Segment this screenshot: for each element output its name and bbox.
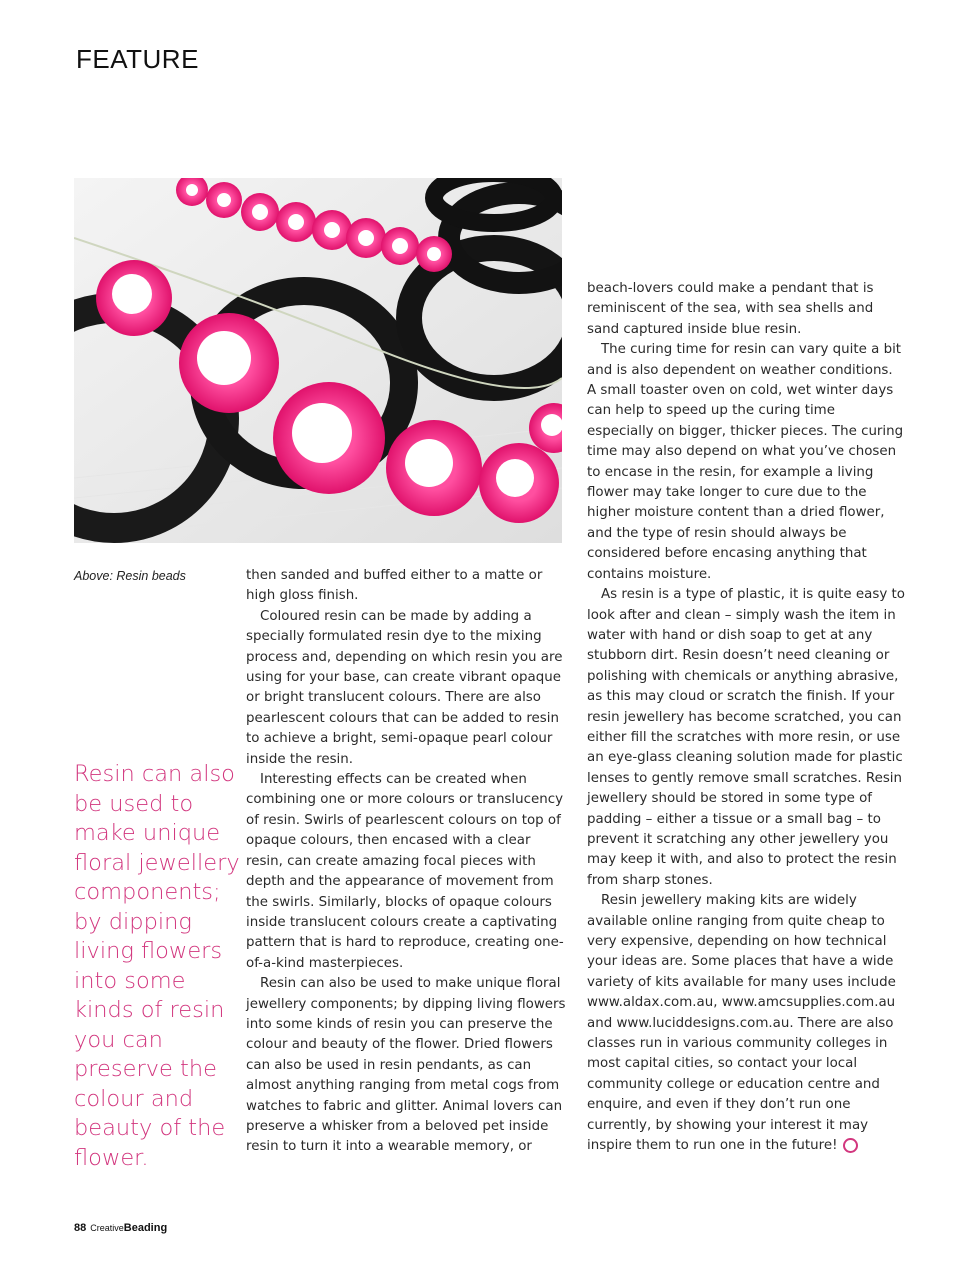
body-paragraph: Resin can also be used to make unique floral jewellery components; by dipping living flowers into some kinds of resin you can preserve the colour and beauty of the flower. Dried flowers can also be used in resin pendants, as can almost anything ranging from metal cogs from watches to fabric and glitter. Animal lovers can preserve a whisker from a beloved pet inside resin to turn it into a wearable memory, or [246, 976, 566, 1155]
body-paragraph: The curing time for resin can vary quite a bit and is also dependent on weather conditions. A small toaster oven on cold, wet winter days can help to speed up the curing time especially on bigger, thicker pieces. The curing time may also depend on what you’ve chosen to encase in the resin, for example a living flower may take longer to cure due to the higher moisture content than a dried flower, and the type of resin should always be considered before encasing anything that contains moisture. [587, 342, 904, 582]
body-paragraph-final [587, 891, 905, 1156]
photo-caption: Above: Resin beads [74, 569, 186, 583]
body-paragraph: Interesting effects can be created when combining one or more colours or translucency of resin. Swirls of pearlescent colours on top of opaque colours, then encased with a clear resin, can create amazing focal pieces with depth and the appearance of movement from the swirls. Similarly, blocks of opaque colours inside translucent colours create a captivating pattern that is hard to reproduce, creating one-of-a-kind masterpieces. [246, 772, 564, 971]
body-paragraph: Coloured resin can be made by adding a specially formulated resin dye to the mixing process and, depending on which resin you are using for your base, can create vibrant opaque or bright translucent colours. There are also pearlescent colours that can be added to resin to achieve a bright, semi-opaque pearl colour inside the resin. [246, 608, 563, 767]
pull-quote: Resin can also be used to make unique floral jewellery components; by dipping living flowers into some kinds of resin you can preserve the colour and beauty of the flower. [74, 761, 240, 1171]
body-paragraph: As resin is a type of plastic, it is quite easy to look after and clean – simply wash the item in water with hand or dish soap to get at any stubborn dirt. Resin doesn’t need cleaning or polishing with chemicals or anything abrasive, as this may cloud or scratch the finish. If your resin jewellery has become scratched, you can either fill the scratches with more resin, or use an eye-glass cleaning solution made for plastic lenses to gently remove small scratches. Resin jewellery should be stored in some type of padding – either a tissue or a small bag – to prevent it scratching any other jewellery you may keep it with, and also to protect the resin from sharp stones. [587, 587, 905, 888]
resin-beads-photo [74, 178, 562, 543]
body-paragraph: beach-lovers could make a pendant that is reminiscent of the sea, with sea shells and sand captured inside blue resin. [587, 281, 874, 337]
final-paragraph-text: Resin jewellery making kits are widely available online ranging from quite cheap to very expensive, depending on how technical your ideas are. Some places that have a wide variety of kits available for many uses include www.aldax.com.au, www.amcsupplies.com.au and www.luciddesigns.com.au. There are also classes run in various community colleges in most capital cities, so contact your local community college or education centre and enquire, and even if they don’t run one currently, by showing your interest it may inspire them to run one in the future! [587, 893, 896, 1154]
end-of-article-icon [843, 1138, 858, 1153]
magazine-name-part1: Creative [90, 1223, 124, 1233]
page-footer [74, 1222, 167, 1234]
body-column-1 [246, 566, 571, 1158]
section-label: FEATURE [76, 44, 199, 74]
body-paragraph: then sanded and buffed either to a matte or high gloss finish. [246, 568, 543, 604]
magazine-name-part2: Beading [123, 1222, 168, 1234]
body-column-2 [587, 279, 905, 1156]
page-number: 88 [74, 1222, 87, 1234]
